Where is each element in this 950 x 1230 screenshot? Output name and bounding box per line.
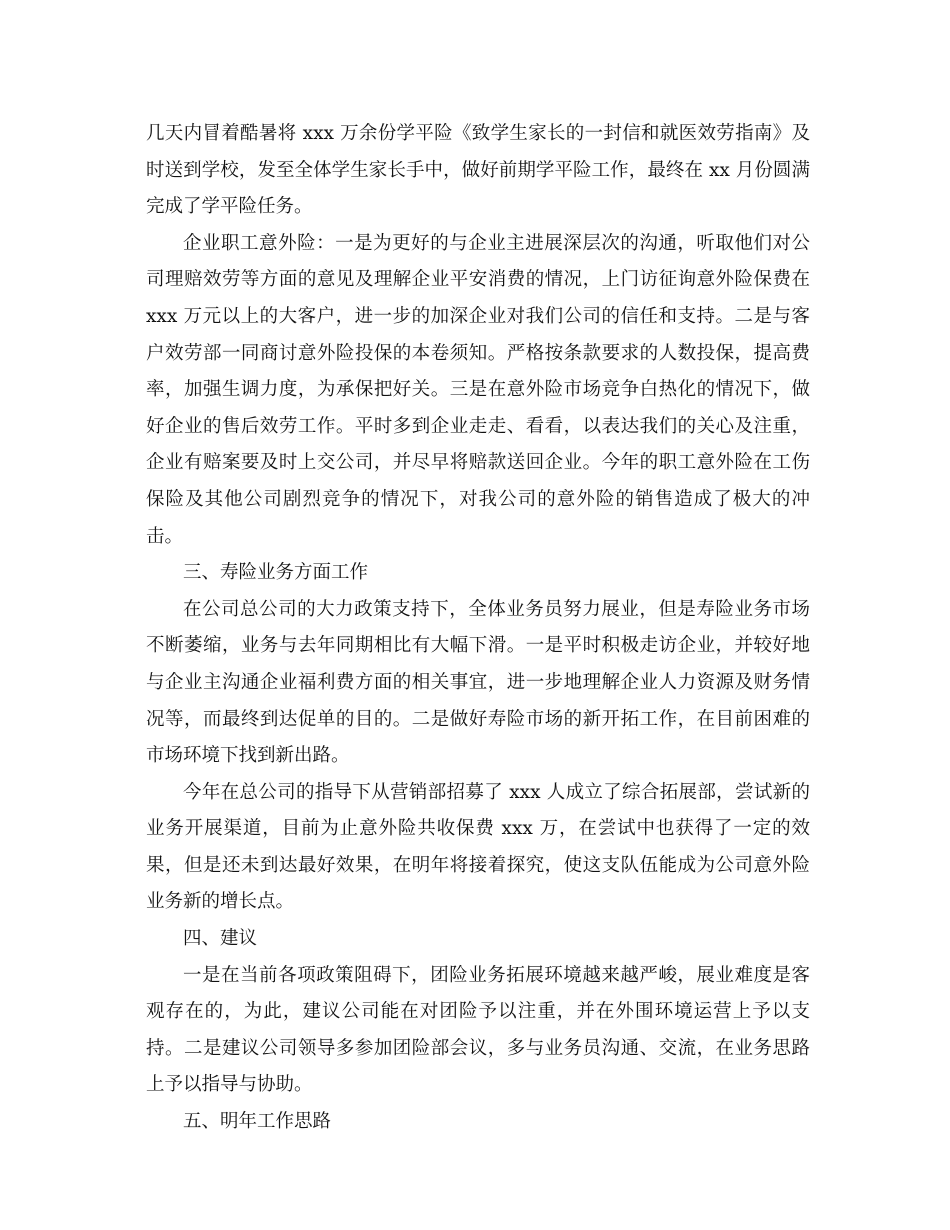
section-heading-life-insurance: 三、寿险业务方面工作	[183, 562, 369, 584]
paragraph-expansion-department: 今年在总公司的指导下从营销部招募了 xxx 人成立了综合拓展部，尝试新的业务开展渠道，目前为止意外险共收保费 xxx 万，在尝试中也获得了一定的效果，但是还未到达最好效果，在明年将接着探究，使这支队伍能成为公司意外险业务新的增长点。	[146, 781, 810, 913]
section-heading-suggestions: 四、建议	[183, 928, 258, 950]
paragraph-employee-accident-insurance: 企业职工意外险：一是为更好的与企业主进展深层次的沟通，听取他们对公司理赔效劳等方面的意见及理解企业平安消费的情况，上门访征询意外险保费在 xxx 万元以上的大客户，进一步的加深企业对我们公司的信任和支持。二是与客户效劳部一同商讨意外险投保的本卷须知。严格按条款要求的人数投保，提高费率，加强生调力度，为承保把好关。三是在意外险市场竞争白热化的情况下，做好企业的售后效劳工作。平时多到企业走走、看看，以表达我们的关心及注重，企业有赔案要及时上交公司，并尽早将赔款送回企业。今年的职工意外险在工伤保险及其他公司剧烈竞争的情况下，对我公司的意外险的销售造成了极大的冲击。	[146, 232, 810, 547]
section-heading-next-year-plan: 五、明年工作思路	[183, 1111, 332, 1133]
paragraph-life-insurance-work: 在公司总公司的大力政策支持下，全体业务员努力展业，但是寿险业务市场不断萎缩，业务与去年同期相比有大幅下滑。一是平时积极走访企业，并较好地与企业主沟通企业福利费方面的相关事宜，进一步地理解企业人力资源及财务情况等，而最终到达促单的目的。二是做好寿险市场的新开拓工作，在目前困难的市场环境下找到新出路。	[146, 598, 810, 767]
document-body	[146, 116, 810, 1141]
paragraph-suggestions: 一是在当前各项政策阻碍下，团险业务拓展环境越来越严峻，展业难度是客观存在的，为此，建议公司能在对团险予以注重，并在外围环境运营上予以支持。二是建议公司领导多参加团险部会议，多与业务员沟通、交流，在业务思路上予以指导与协助。	[146, 964, 810, 1096]
paragraph-continued-student-insurance: 几天内冒着酷暑将 xxx 万余份学平险《致学生家长的一封信和就医效劳指南》及时送到学校，发至全体学生家长手中，做好前期学平险工作，最终在 xx 月份圆满完成了学平险任务。	[146, 123, 810, 218]
